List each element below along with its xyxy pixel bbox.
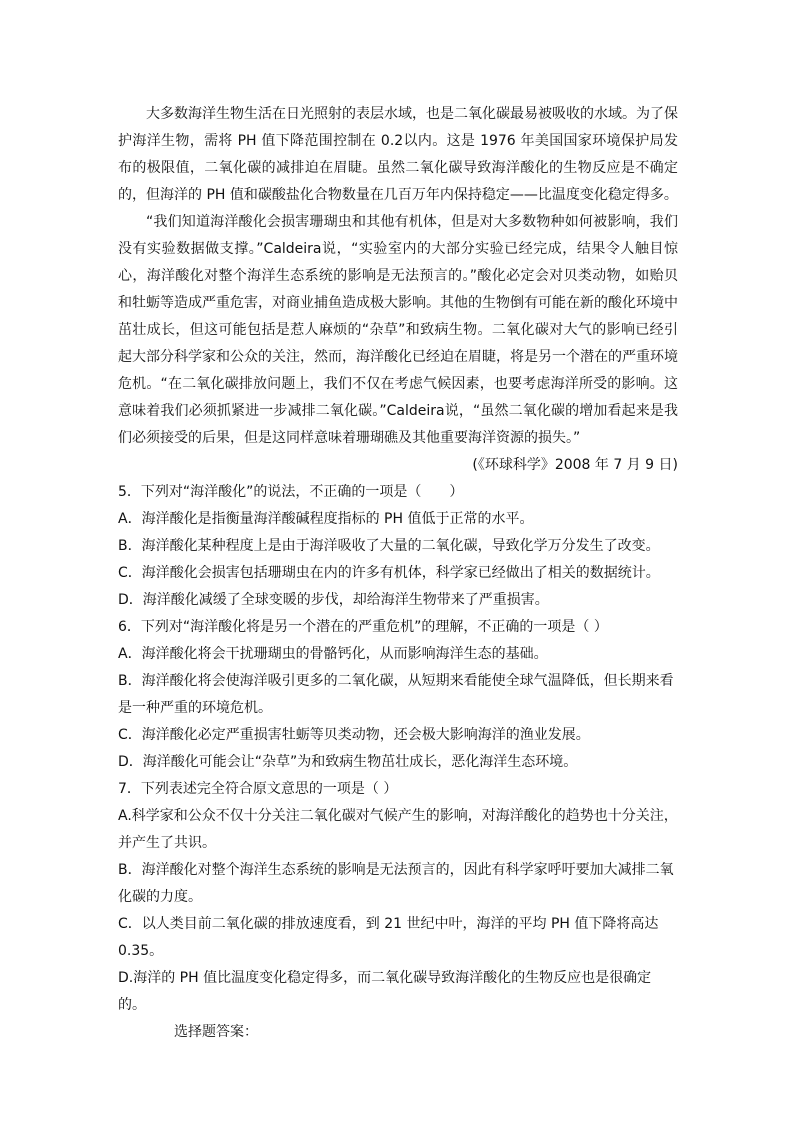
document-page: [118, 101, 678, 1046]
question-option: C．以人类目前二氧化碳的排放速度看，到 21 世纪中叶，海洋的平均 PH 值下降将高达 0.35。: [118, 916, 659, 959]
question-6: [118, 614, 678, 776]
passage-paragraph-2: “我们知道海洋酸化会损害珊瑚虫和其他有机体，但是对大多数物种如何被影响，我们没有实验数据做支撑。”Caldeira说，“实验室内的大部分实验已经完成，结果令人触目惊心，海洋酸化对整个海洋生态系统的影响是无法预言的。”酸化必定会对贝类动物，如贻贝和牡蛎等造成严重危害，对商业捕鱼造成极大影响。其他的生物倒有可能在新的酸化环境中茁壮成长，但这可能包括是惹人麻烦的“杂草”和致病生物。二氧化碳对大气的影响已经引起大部分科学家和公众的关注，然而，海洋酸化已经迫在眉睫，将是另一个潜在的严重环境危机。“在二氧化碳排放问题上，我们不仅在考虑气候因素，也要考虑海洋所受的影响。这意味着我们必须抓紧进一步减排二氧化碳。”Caldeira说，“虽然二氧化碳的增加看起来是我们必须接受的后果，但是这同样意味着珊瑚礁及其他重要海洋资源的损失。”: [118, 214, 678, 446]
question-option: D．海洋酸化可能会让“杂草”为和致病生物茁壮成长，恶化海洋生态环境。: [118, 754, 578, 770]
question-option: B．海洋酸化某种程度上是由于海洋吸收了大量的二氧化碳，导致化学万分发生了改变。: [118, 538, 660, 554]
question-option: D.海洋的 PH 值比温度变化稳定得多，而二氧化碳导致海洋酸化的生物反应也是很确定的。: [118, 970, 652, 1013]
question-option: C．海洋酸化必定严重损害牡蛎等贝类动物，还会极大影响海洋的渔业发展。: [118, 727, 590, 743]
answer-label: 选择题答案：: [174, 1024, 258, 1040]
question-option: A．海洋酸化将会干扰珊瑚虫的骨骼钙化，从而影响海洋生态的基础。: [118, 646, 548, 662]
question-option: A.科学家和公众不仅十分关注二氧化碳对气候产生的影响，对海洋酸化的趋势也十分关注，并产生了共识。: [118, 808, 678, 851]
question-stem: 5．下列对“海洋酸化”的说法，不正确的一项是（ ）: [118, 484, 464, 500]
question-7: [118, 776, 678, 1019]
question-stem: 6．下列对“海洋酸化将是另一个潜在的严重危机”的理解，不正确的一项是（ ）: [118, 619, 608, 635]
question-option: B．海洋酸化将会使海洋吸引更多的二氧化碳，从短期来看能使全球气温降低，但长期来看是一种严重的环境危机。: [118, 673, 674, 716]
passage-paragraph-1: 大多数海洋生物生活在日光照射的表层水域，也是二氧化碳最易被吸收的水域。为了保护海洋生物，需将 PH 值下降范围控制在 0.2以内。这是 1976 年美国国家环境保护局发布的极限值，二氧化碳的减排迫在眉睫。虽然二氧化碳导致海洋酸化的生物反应是不确定的，但海洋的 PH 值和碳酸盐化合物数量在几百万年内保持稳定——比温度变化稳定得多。: [118, 106, 678, 203]
question-option: C．海洋酸化会损害包括珊瑚虫在内的许多有机体，科学家已经做出了相关的数据统计。: [118, 565, 660, 581]
passage-source: (《环球科学》2008 年 7 月 9 日): [472, 457, 678, 473]
question-option: D．海洋酸化减缓了全球变暖的步伐，却给海洋生物带来了严重损害。: [118, 592, 549, 608]
question-option: B．海洋酸化对整个海洋生态系统的影响是无法预言的，因此有科学家呼吁要加大减排二氧化碳的力度。: [118, 862, 674, 905]
question-stem: 7．下列表述完全符合原文意思的一项是（ ）: [118, 781, 398, 797]
question-option: A．海洋酸化是指衡量海洋酸碱程度指标的 PH 值低于正常的水平。: [118, 511, 534, 527]
question-5: [118, 479, 678, 614]
